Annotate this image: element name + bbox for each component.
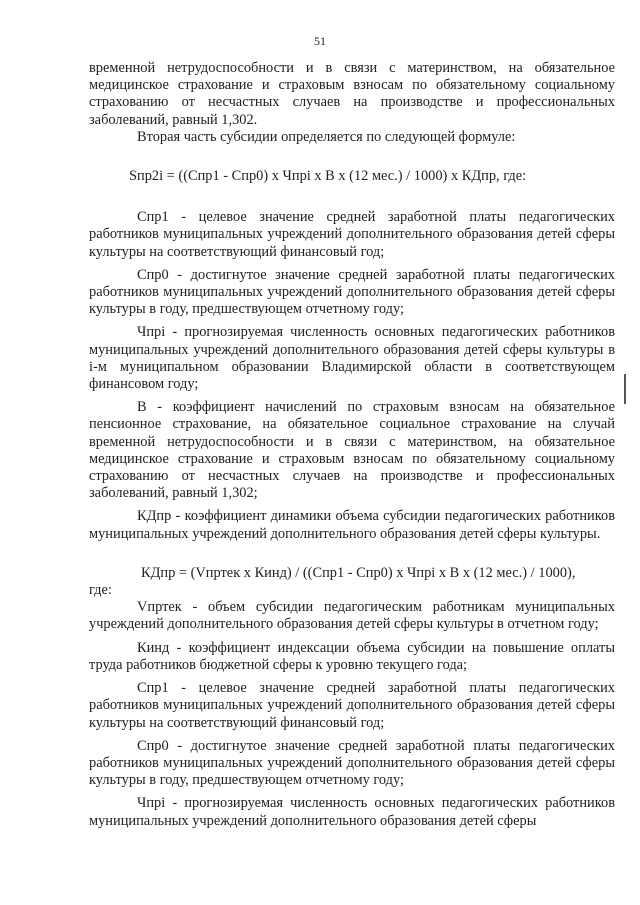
page-number: 51 [314, 34, 326, 48]
margin-mark [624, 374, 626, 404]
definition-item: Кинд - коэффициент индексации объема субсидии на повышение оплаты труда работников бюджетной сферы к уровню текущего года; [89, 639, 615, 673]
formula-where: где: [89, 582, 112, 599]
definition-item: Спр0 - достигнутое значение средней заработной платы педагогических работников муниципальных учреждений дополнительного образования детей сферы культуры в году, предшествующем отчетному году; [89, 266, 615, 318]
paragraph-intro-formula: Вторая часть субсидии определяется по следующей формуле: [137, 128, 516, 145]
definition-item: Спр1 - целевое значение средней заработной платы педагогических работников муниципальных учреждений дополнительного образования детей сферы культуры на соответствующий финансовый год; [89, 680, 615, 731]
definition-item: Чпрi - прогнозируемая численность основных педагогических работников муниципальных учреждений дополнительного образования детей сферы культуры в i-м муниципальном образовании Владимирской области в соответствующем финансовом году; [89, 324, 615, 393]
definition-item: Спр1 - целевое значение средней заработной платы педагогических работников муниципальных учреждений дополнительного образования детей сферы культуры на соответствующий финансовый год; [89, 209, 615, 260]
definition-item: КДпр - коэффициент динамики объема субсидии педагогических работников муниципальных учреждений дополнительного образования детей сферы культуры. [89, 508, 615, 542]
formula-dynamics-coefficient: КДпр = (Vпртек x Кинд) / ((Спр1 - Спр0) x Чпрi x В x (12 мес.) / 1000), [141, 564, 576, 581]
definition-item: Чпрi - прогнозируемая численность основных педагогических работников муниципальных учреждений дополнительного образования детей сферы [89, 795, 615, 829]
definition-item: Vпртек - объем субсидии педагогическим работникам муниципальных учреждений дополнительного образования детей сферы культуры в отчетном году; [89, 599, 615, 633]
definition-item: В - коэффициент начислений по страховым взносам на обязательное пенсионное страхование, на обязательное социальное страхование на случай временной нетрудоспособности и в связи с материнством, на обязательное медицинское страхование и страховым взносам по обязательному социальному страхованию от несчастных случаев на производстве и профессиональных заболеваний, равный 1,302; [89, 399, 615, 502]
formula-subsidy-part2: Sпр2i = ((Спр1 - Спр0) x Чпрi x В x (12 мес.) / 1000) x КДпр, где: [129, 168, 527, 185]
definition-item: Спр0 - достигнутое значение средней заработной платы педагогических работников муниципальных учреждений дополнительного образования детей сферы культуры в году, предшествующем отчетному году; [89, 737, 615, 789]
document-body [89, 60, 615, 830]
paragraph-continuation: временной нетрудоспособности и в связи с материнством, на обязательное медицинское страхование и страховым взносам по обязательному социальному страхованию от несчастных случаев на производстве и профессиональных заболеваний, равный 1,302. [89, 60, 615, 128]
